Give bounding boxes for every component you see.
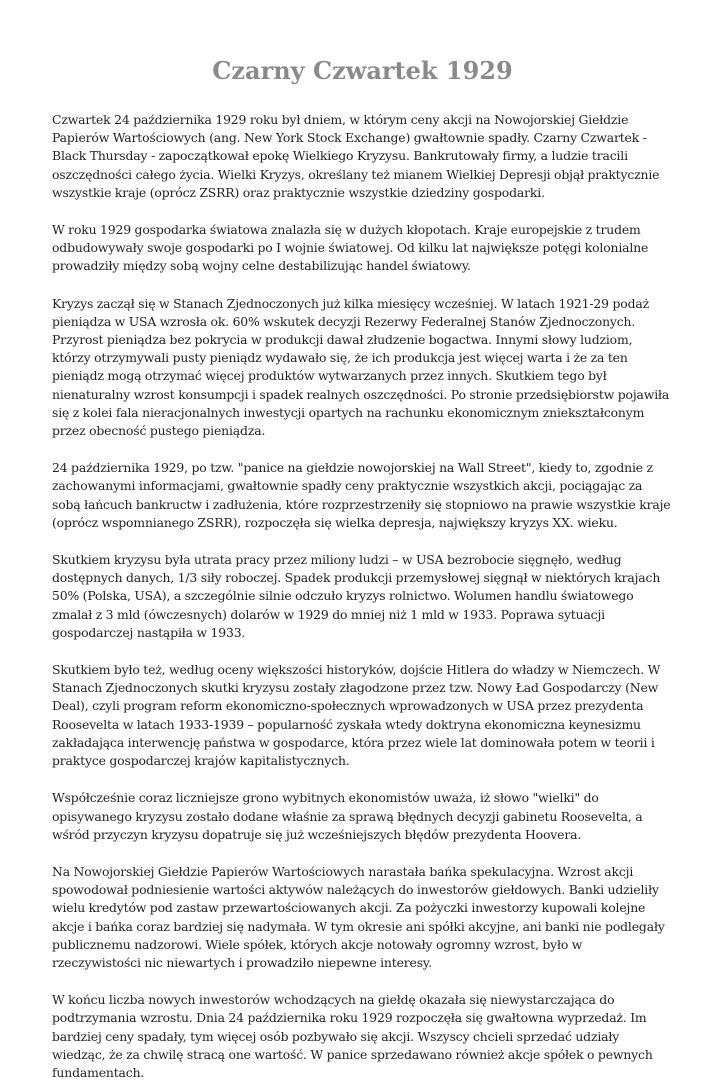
paragraph: Czwartek 24 października 1929 roku był dniem, w którym ceny akcji na Nowojorskiej Giełdzie Papierów Wartościowych (ang. New York Stock Exchange) gwałtownie spadły. Czarny Czwartek - Black Thursday - zapoczątkował epokę Wielkiego Kryzysu. Bankrutowały firmy, a ludzie tracili oszczędności całego życia. Wielki Kryzys, określany też mianem Wielkiej Depresji objął praktycznie wszystkie kraje (oprócz ZSRR) oraz praktycznie wszystkie dziedziny gospodarki.	[52, 112, 660, 200]
paragraph: Współcześnie coraz liczniejsze grono wybitnych ekonomistów uważa, iż słowo "wielki" do opisywanego kryzysu zostało dodane właśnie za sprawą błędnych decyzji gabinetu Roosevelta, a wśród przyczyn kryzysu dopatruje się już wcześniejszych błędów prezydenta Hoovera.	[52, 790, 643, 842]
paragraph: Skutkiem kryzysu była utrata pracy przez miliony ludzi – w USA bezrobocie sięgnęło, według dostępnych danych, 1/3 siły roboczej. Spadek produkcji przemysłowej sięgnął w niektórych krajach 50% (Polska, USA), a szczególnie silnie odczuło kryzys rolnictwo. Wolumen handlu światowego zmalał z 3 mld (ówczesnych) dolarów w 1929 do mniej niż 1 mld w 1933. Poprawa sytuacji gospodarczej nastąpiła w 1933.	[52, 552, 661, 640]
page-title: Czarny Czwartek 1929	[212, 56, 513, 85]
paragraph: 24 października 1929, po tzw. "panice na giełdzie nowojorskiej na Wall Street", kiedy to, zgodnie z zachowanymi informacjami, gwałtownie spadły ceny praktycznie wszystkich akcji, pociągając za sobą łańcuch bankructw i zadłużenia, które rozprzestrzeniły się stopniowo na prawie wszystkie kraje (oprócz wspomnianego ZSRR), rozpoczęła się wielka depresja, największy kryzys XX. wieku.	[52, 460, 671, 530]
paragraph: Kryzys zaczął się w Stanach Zjednoczonych już kilka miesięcy wcześniej. W latach 1921-29 podaż pieniądza w USA wzrosła ok. 60% wskutek decyzji Rezerwy Federalnej Stanów Zjednoczonych. Przyrost pieniądza bez pokrycia w produkcji dawał złudzenie bogactwa. Innymi słowy ludziom, którzy otrzymywali pusty pieniądz wydawało się, że ich produkcja jest więcej warta i że za ten pieniądz mogą otrzymać więcej produktów wytwarzanych przez innych. Skutkiem tego był nienaturalny wzrost konsumpcji i spadek realnych oszczędności. Po stronie przedsiębiorstw pojawiła się z kolei fala nieracjonalnych inwestycji opartych na rachunku ekonomicznym zniekształconym przez obecność pustego pieniądza.	[52, 295, 670, 439]
paragraph: Skutkiem było też, według oceny większości historyków, dojście Hitlera do władzy w Niemczech. W Stanach Zjednoczonych skutki kryzysu zostały złagodzone przez tzw. Nowy Ład Gospodarczy (New Deal), czyli program reform ekonomiczno-społecznych wprowadzonych w USA przez prezydenta Roosevelta w latach 1933-1939 – popularność zyskała wtedy doktryna ekonomiczna keynesizmu zakładająca interwencję państwa w gospodarce, która przez wiele lat dominowała potem w teorii i praktyce gospodarczej krajów kapitalistycznych.	[52, 662, 661, 769]
paragraph: W roku 1929 gospodarka światowa znalazła się w dużych kłopotach. Kraje europejskie z trudem odbudowywały swoje gospodarki po I wojnie światowej. Od kilku lat największe potęgi kolonialne prowadziły między sobą wojny celne destabilizując handel światowy.	[52, 222, 649, 274]
paragraph: Na Nowojorskiej Giełdzie Papierów Wartościowych narastała bańka spekulacyjna. Wzrost akcji spowodował podniesienie wartości aktywów należących do inwestorów giełdowych. Banki udzieliły wielu kredytów pod zastaw przewartościowanych akcji. Za pożyczki inwestorzy kupowali kolejne akcje i bańka coraz bardziej się nadymała. W tym okresie ani spółki akcyjne, ani banki nie podlegały publicznemu nadzorowi. Wiele spółek, których akcje notowały ogromny wzrost, było w rzeczywistości nic niewartych i prowadziło niepewne interesy.	[52, 863, 665, 970]
paragraph: W końcu liczba nowych inwestorów wchodzących na giełdę okazała się niewystarczająca do podtrzymania wzrostu. Dnia 24 października roku 1929 rozpoczęła się gwałtowna wyprzedaż. Im bardziej ceny spadały, tym więcej osób pozbywało się akcji. Wszyscy chcieli sprzedać udziały wiedząc, że za chwilę stracą one wartość. W panice sprzedawano również akcje spółek o pewnych fundamentach.	[52, 992, 653, 1080]
